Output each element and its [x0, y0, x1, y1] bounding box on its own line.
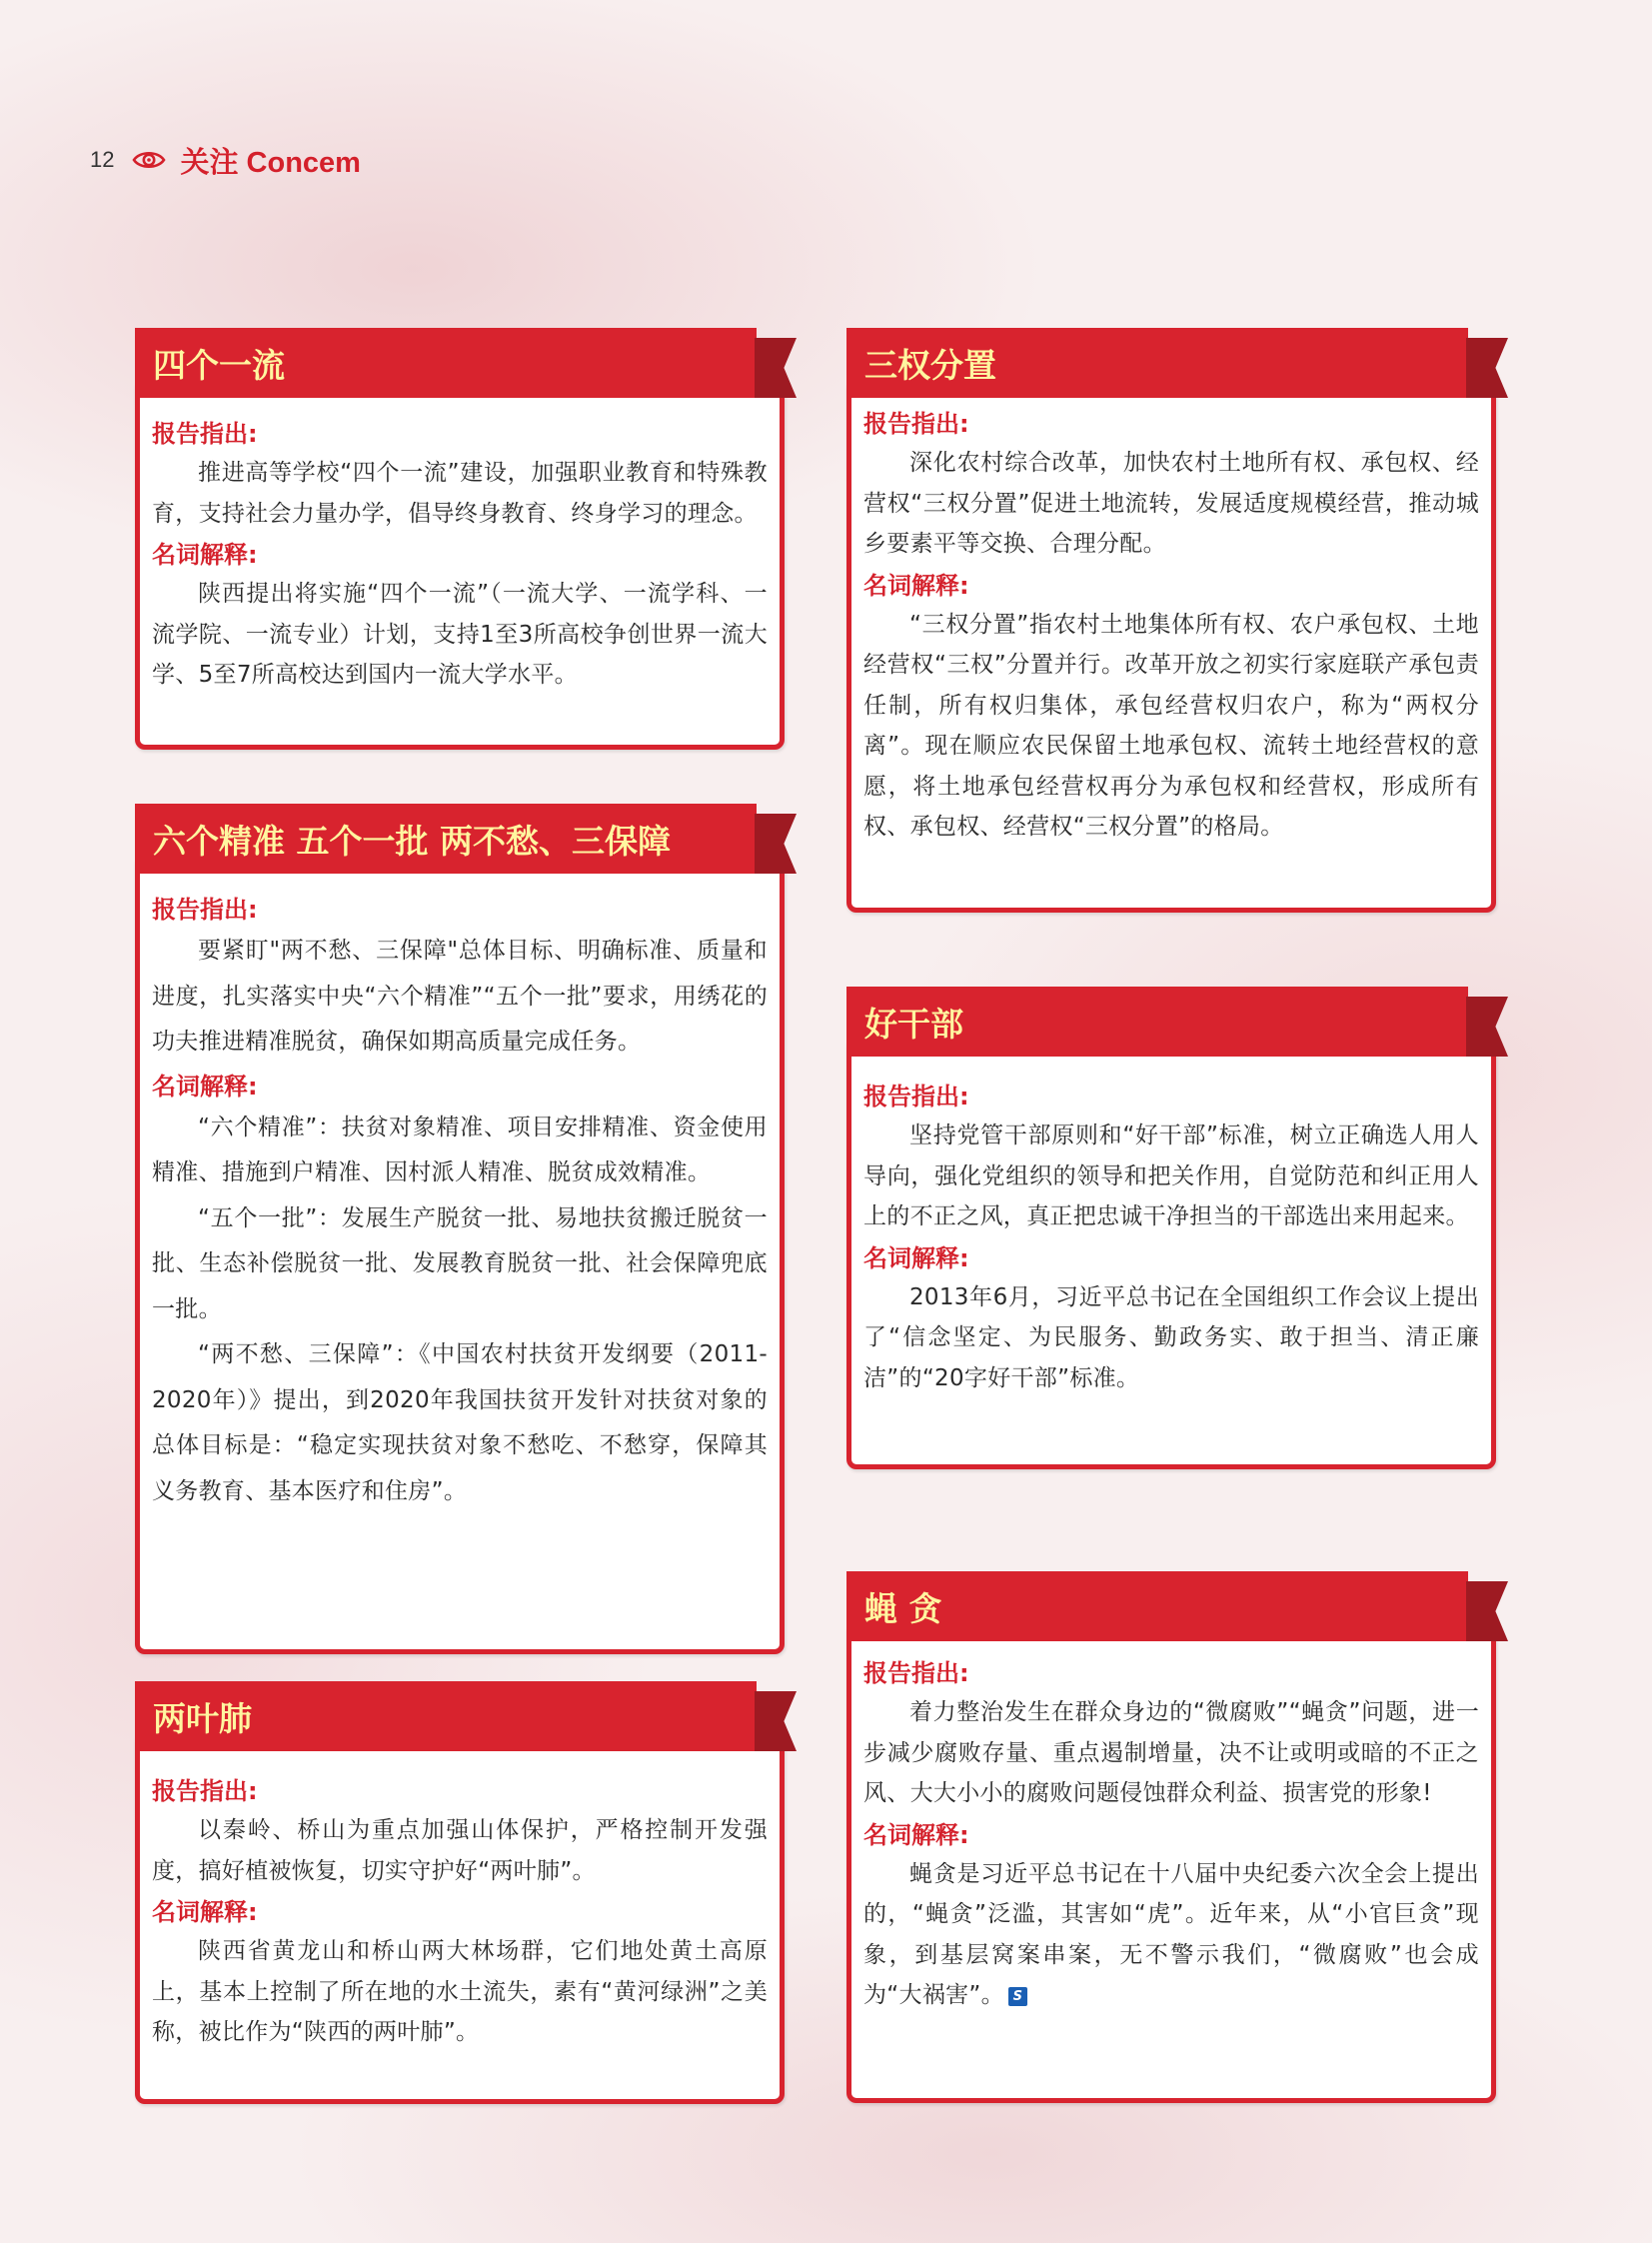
card-title: 四个一流 [153, 345, 285, 385]
card-flies [846, 1571, 1496, 2103]
report-text: 以秦岭、桥山为重点加强山体保护，严格控制开发强度，搞好植被恢复，切实守护好“两叶肺”。 [152, 1817, 768, 1884]
card-three-rights [846, 328, 1496, 913]
card-title-ribbon [135, 1681, 757, 1751]
term-label: 名词解释: [152, 1072, 258, 1101]
report-label: 报告指出: [152, 420, 258, 448]
term-label: 名词解释: [152, 541, 258, 569]
card-title-ribbon [135, 328, 757, 398]
card-body [135, 378, 785, 750]
report-label: 报告指出: [863, 1659, 969, 1687]
report-text: 要紧盯"两不愁、三保障"总体目标、明确标准、质量和进度，扎实落实中央“六个精准”“五个一批”要求，用绣花的功夫推进精准脱贫，确保如期高质量完成任务。 [152, 938, 768, 1055]
card-four-first-class [135, 328, 785, 750]
term-text-two-three: “两不愁、三保障”：《中国农村扶贫开发纲要（2011-2020年）》提出，到2020年我国扶贫开发针对扶贫对象的总体目标是：“稳定实现扶贫对象不愁吃、不愁穿，保障其义务教育、基本医疗和住房”。 [152, 1341, 768, 1504]
report-text: 坚持党管干部原则和“好干部”标准，树立正确选人用人导向，强化党组织的领导和把关作用，自觉防范和纠正用人上的不正之风，真正把忠诚干净担当的干部选出来用起来。 [863, 1122, 1479, 1229]
term-text: 陕西省黄龙山和桥山两大林场群，它们地处黄土高原上，基本上控制了所在地的水土流失，素有“黄河绿洲”之美称，被比作为“陕西的两叶肺”。 [152, 1938, 768, 2045]
card-body [846, 1037, 1496, 1469]
card-title-ribbon [846, 328, 1468, 398]
magazine-logo-icon: S [1008, 1987, 1027, 2006]
card-good-cadre [846, 987, 1496, 1469]
card-title: 三权分置 [864, 345, 996, 385]
term-label: 名词解释: [152, 1898, 258, 1926]
term-paragraph [863, 1854, 1479, 2016]
eye-icon [132, 148, 166, 172]
card-title-ribbon [135, 804, 757, 874]
card-title-ribbon [846, 1571, 1468, 1641]
card-body [135, 854, 785, 1654]
term-text: 陕西提出将实施“四个一流”（一流大学、一流学科、一流学院、一流专业）计划，支持1至3所高校争创世界一流大学、5至7所高校达到国内一流大学水平。 [152, 581, 768, 688]
page-number: 12 [90, 147, 115, 172]
card-title: 两叶肺 [153, 1698, 252, 1738]
report-text: 着力整治发生在群众身边的“微腐败”“蝇贪”问题，进一步减少腐败存量、重点遏制增量，决不让或明或暗的不正之风、大大小小的腐败问题侵蚀群众利益、损害党的形象! [863, 1699, 1479, 1806]
term-label: 名词解释: [863, 571, 969, 600]
term-text: “三权分置”指农村土地集体所有权、农户承包权、土地经营权“三权”分置并行。改革开放之初实行家庭联产承包责任制，所有权归集体，承包经营权归农户，称为“两权分离”。现在顺应农民保留土地承包权、流转土地经营权的意愿，将土地承包经营权再分为承包权和经营权，形成所有权、承包权、经营权“三权分置”的格局。 [863, 611, 1479, 840]
card-two-lungs [135, 1681, 785, 2104]
page-header [90, 140, 361, 180]
report-label: 报告指出: [863, 410, 969, 438]
term-label: 名词解释: [863, 1820, 969, 1849]
card-title: 六个精准 五个一批 两不愁、三保障 [153, 821, 671, 861]
report-text: 深化农村综合改革，加快农村土地所有权、承包权、经营权“三权分置”促进土地流转，发展适度规模经营，推动城乡要素平等交换、合理分配。 [863, 450, 1479, 557]
term-label: 名词解释: [863, 1243, 969, 1272]
card-six-precise [135, 804, 785, 1654]
report-label: 报告指出: [152, 1777, 258, 1805]
term-text-six: “六个精准”：扶贫对象精准、项目安排精准、资金使用精准、措施到户精准、因村派人精准、脱贫成效精准。 [152, 1114, 768, 1185]
term-text-five: “五个一批”：发展生产脱贫一批、易地扶贫搬迁脱贫一批、生态补偿脱贫一批、发展教育脱贫一批、社会保障兜底一批。 [152, 1204, 768, 1322]
report-label: 报告指出: [863, 1083, 969, 1111]
report-label: 报告指出: [152, 896, 258, 924]
card-title-ribbon [846, 987, 1468, 1057]
card-body [846, 378, 1496, 913]
card-title: 蝇 贪 [864, 1588, 942, 1628]
term-text: 蝇贪是习近平总书记在十八届中央纪委六次全会上提出的，“蝇贪”泛滥，其害如“虎”。近年来，从“小官巨贪”现象，到基层窝案串案，无不警示我们，“微腐败”也会成为“大祸害”。 [863, 1860, 1479, 2008]
card-body [135, 1731, 785, 2104]
section-title: 关注 Concem [180, 146, 361, 179]
card-title: 好干部 [864, 1004, 963, 1044]
term-text: 2013年6月，习近平总书记在全国组织工作会议上提出了“信念坚定、为民服务、勤政务实、敢于担当、清正廉洁”的“20字好干部”标准。 [863, 1283, 1479, 1391]
report-text: 推进高等学校“四个一流”建设，加强职业教育和特殊教育，支持社会力量办学，倡导终身教育、终身学习的理念。 [152, 460, 768, 527]
card-body [846, 1621, 1496, 2103]
